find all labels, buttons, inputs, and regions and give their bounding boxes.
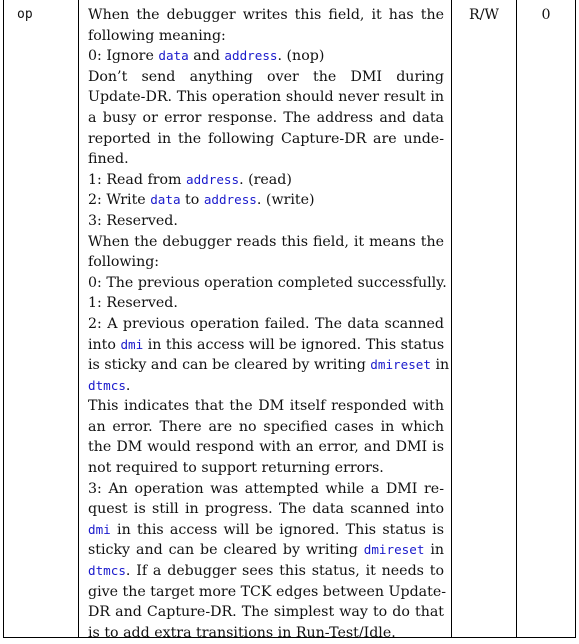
description-line — [88, 293, 444, 314]
description-text: 2: Write — [88, 192, 151, 209]
description-text: sticky and can be cleared by writing — [88, 542, 364, 559]
field-reference: dmireset — [363, 542, 425, 558]
description-text: quest is still in progress. The data scanned into — [88, 501, 444, 518]
description-text: 3: An operation was attempted while a DMI re- — [88, 480, 444, 497]
description-line — [88, 314, 444, 335]
description-line — [88, 46, 444, 67]
description-text: into — [88, 336, 121, 353]
description-line — [88, 170, 444, 191]
description-text: is to add extra transitions in Run-Test/Idle. — [88, 624, 396, 641]
description-text: in — [424, 542, 445, 559]
field-reference: dtmcs — [88, 377, 126, 393]
description-text: following meaning: — [88, 27, 226, 44]
description-text: 0: Ignore — [88, 48, 159, 65]
description-line — [88, 540, 444, 561]
reset-value: 0 — [541, 7, 551, 23]
reset-cell — [517, 0, 576, 638]
description-text: not required to support returning errors. — [88, 460, 384, 477]
description-line — [88, 499, 444, 520]
description-line — [88, 5, 444, 26]
description-line — [88, 67, 444, 88]
description-text: to — [180, 192, 204, 209]
description-line — [88, 232, 444, 253]
description-line — [88, 355, 450, 376]
description-line — [88, 129, 444, 150]
description-text: When the debugger reads this field, it means the — [88, 233, 444, 250]
field-reference: address — [185, 171, 240, 187]
description-line — [88, 252, 444, 273]
description-text: give the target more TCK edges between Update- — [88, 583, 447, 600]
field-name-cell — [4, 0, 79, 638]
description-line — [88, 458, 444, 479]
description-line — [88, 273, 447, 294]
description-line — [88, 108, 444, 129]
description-text: is sticky and can be cleared by writing — [88, 357, 371, 374]
description-line — [88, 582, 447, 603]
field-reference: dmireset — [370, 357, 431, 373]
description-text: in this access will be ignored. This status — [143, 336, 445, 353]
description-text: fined. — [88, 151, 129, 168]
description-line — [88, 437, 444, 458]
field-reference: address — [224, 48, 278, 64]
description-text: reported in the following Capture-DR are unde- — [88, 130, 444, 147]
description-text: a busy or error response. The address and data — [88, 109, 444, 126]
description-line — [88, 396, 444, 417]
description-line — [88, 520, 444, 541]
description-line — [88, 190, 444, 211]
description-text: DR and Capture-DR. The simplest way to do that — [88, 604, 444, 621]
description-line — [88, 87, 444, 108]
description-text: in this access will be ignored. This status is — [110, 521, 444, 538]
description-text: the DM would respond with an error, and DMI is — [88, 439, 444, 456]
description-line — [88, 417, 444, 438]
description-text: in — [430, 357, 450, 374]
description-text: 0: The previous operation completed successfully. — [88, 274, 447, 291]
description-text: Update-DR. This operation should never result in — [88, 89, 444, 106]
description-text: Don’t send anything over the DMI during — [88, 68, 444, 85]
description-text: 2: A previous operation failed. The data scanned — [88, 315, 444, 332]
description-line — [88, 26, 444, 47]
description-line — [88, 602, 444, 623]
description-text: . (nop) — [277, 48, 325, 65]
description-line — [88, 479, 444, 500]
field-reference: dmi — [88, 521, 111, 537]
table-row — [4, 0, 576, 638]
field-reference: dmi — [120, 336, 144, 352]
description-text: . (write) — [256, 192, 315, 209]
description-line — [88, 376, 444, 397]
description-text: and — [188, 48, 225, 65]
description-line — [88, 211, 444, 232]
register-field-table — [3, 0, 576, 641]
access-cell — [452, 0, 517, 638]
field-description — [79, 0, 451, 641]
field-reference: data — [150, 192, 181, 208]
description-text: an error. There are no specified cases in which — [88, 418, 444, 435]
description-text: . If a debugger sees this status, it needs to — [125, 563, 444, 580]
description-text: . — [125, 377, 131, 394]
description-text: following: — [88, 254, 160, 271]
description-cell — [79, 0, 452, 641]
description-text: 1: Read from — [88, 171, 186, 188]
field-name: op — [17, 7, 33, 22]
description-text: When the debugger writes this field, it has the — [88, 7, 444, 23]
field-reference: dtmcs — [88, 563, 126, 579]
description-line — [88, 561, 444, 582]
description-line — [88, 335, 444, 356]
description-text: This indicates that the DM itself responded with — [88, 398, 444, 415]
field-reference: address — [203, 192, 257, 208]
description-text: 3: Reserved. — [88, 212, 178, 229]
description-text: . (read) — [239, 171, 292, 188]
description-line — [88, 149, 444, 170]
description-text: 1: Reserved. — [88, 295, 178, 312]
access-value: R/W — [468, 7, 500, 23]
description-line — [88, 623, 444, 644]
field-reference: data — [158, 48, 189, 64]
